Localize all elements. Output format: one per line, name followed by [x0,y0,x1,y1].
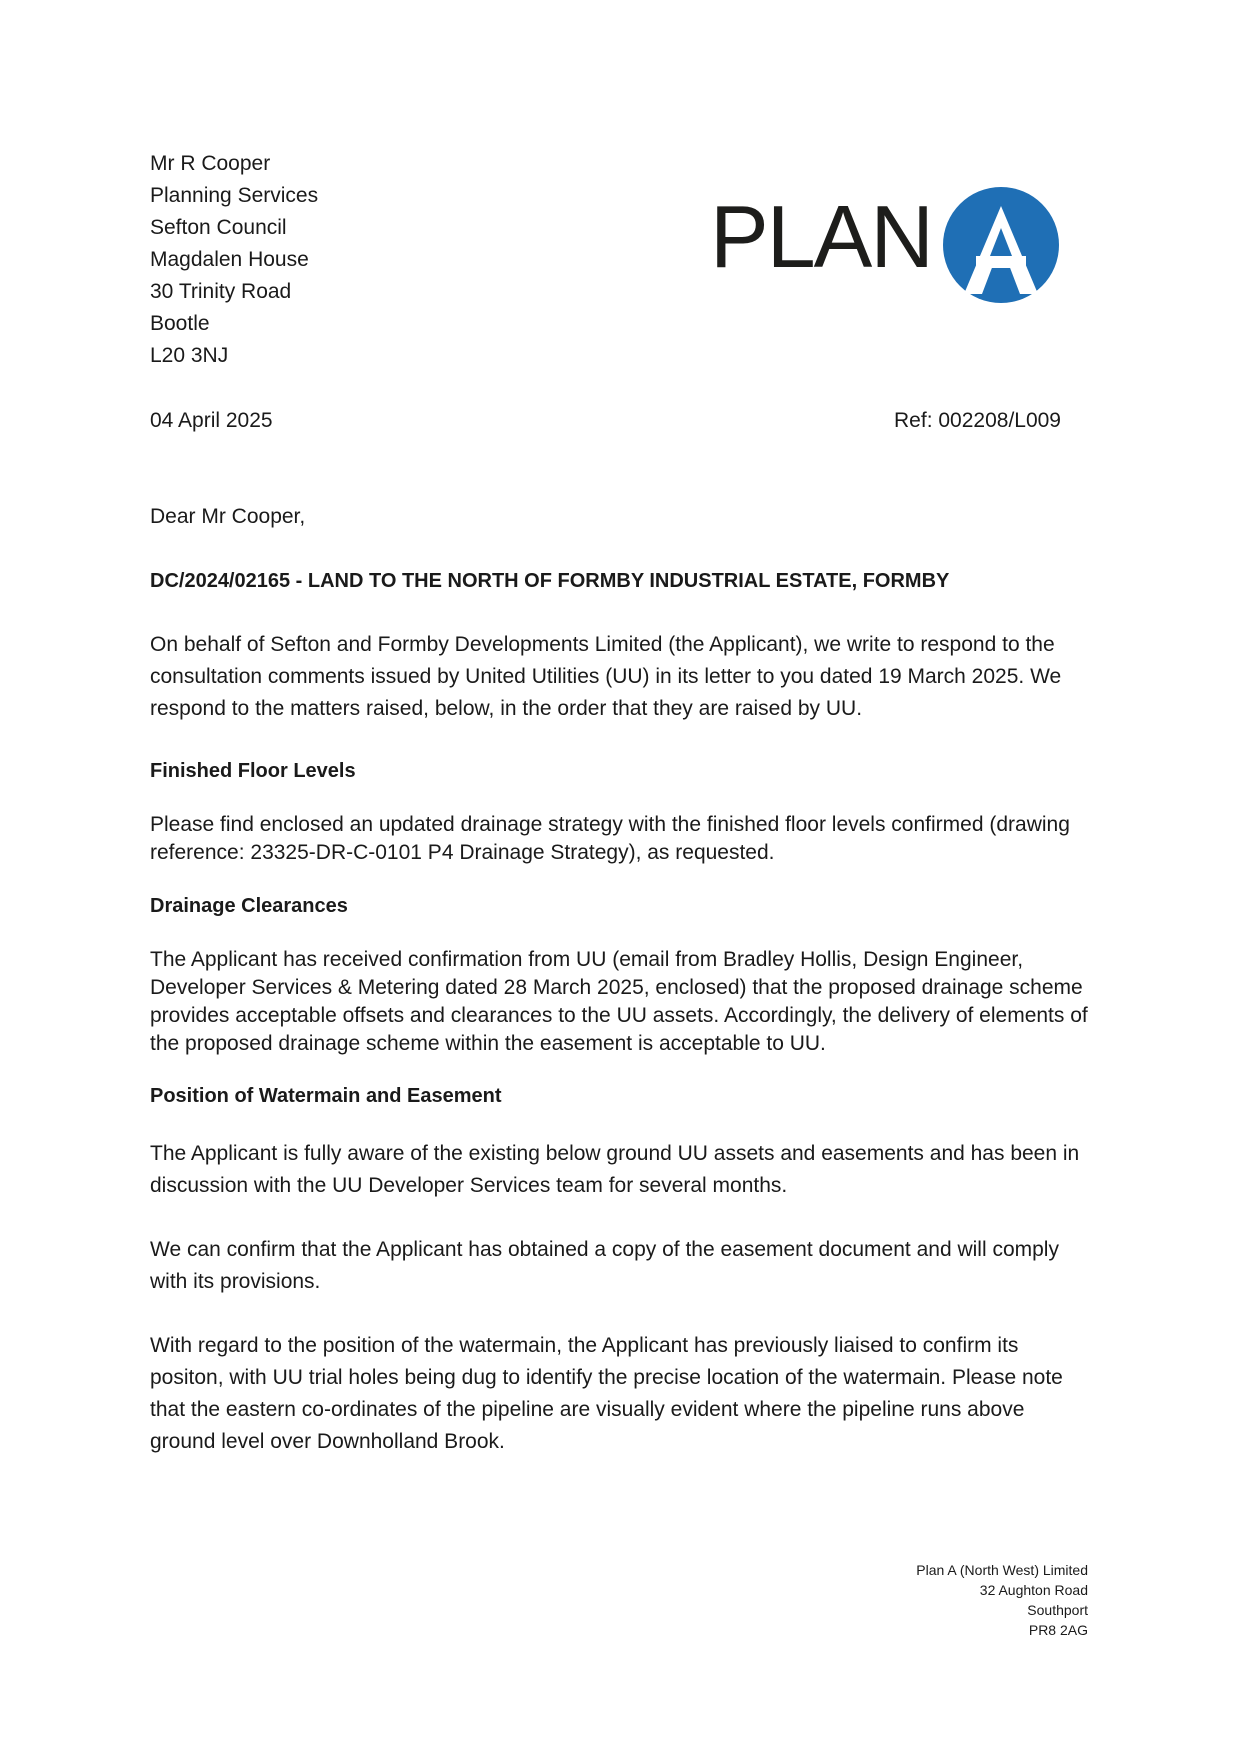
footer-postcode: PR8 2AG [1028,1622,1088,1638]
recipient-organisation: Sefton Council [150,216,287,239]
letter-date: 04 April 2025 [150,409,273,432]
footer-street: 32 Aughton Road [979,1582,1088,1598]
logo-a-circle-icon [942,186,1060,304]
company-footer [916,1560,1088,1640]
salutation: Dear Mr Cooper, [150,505,306,528]
recipient-department: Planning Services [150,184,319,207]
heading-watermain-easement: Position of Watermain and Easement [150,1085,502,1107]
paragraph-drainage-clearances: The Applicant has received confirmation from UU (email from Bradley Hollis, Design Engineer, Developer Services & Metering dated 28 March 2025, enclosed) that the proposed drainage scheme provides acceptable offsets and clearances to the UU assets. Accordingly, the delivery of elements of the proposed drainage scheme within the easement is acceptable to UU. [150,948,1088,1055]
intro-paragraph: On behalf of Sefton and Formby Developments Limited (the Applicant), we write to respond to the consultation comments issued by United Utilities (UU) in its letter to you dated 19 March 2025. We respond to the matters raised, below, in the order that they are raised by UU. [150,633,1062,720]
recipient-building: Magdalen House [150,248,309,271]
footer-town: Southport [1027,1602,1088,1618]
letter-reference: Ref: 002208/L009 [894,409,1061,432]
paragraph-watermain-3: With regard to the position of the watermain, the Applicant has previously liaised to confirm its positon, with UU trial holes being dug to identify the precise location of the watermain. Please note that the eastern co-ordinates of the pipeline are visually evident where the pipeline runs above ground level over Downholland Brook. [150,1334,1063,1453]
recipient-town: Bootle [150,312,210,335]
plan-a-logo [710,186,1060,306]
paragraph-watermain-1: The Applicant is fully aware of the existing below ground UU assets and easements and has been in discussion with the UU Developer Services team for several months. [150,1142,1080,1197]
heading-finished-floor-levels: Finished Floor Levels [150,760,356,782]
recipient-street: 30 Trinity Road [150,280,292,303]
paragraph-finished-floor-levels: Please find enclosed an updated drainage strategy with the finished floor levels confirmed (drawing reference: 23325-DR-C-0101 P4 Drainage Strategy), as requested. [150,813,1070,864]
logo-wordmark: PLAN [710,187,932,286]
recipient-postcode: L20 3NJ [150,344,229,367]
heading-drainage-clearances: Drainage Clearances [150,895,348,917]
recipient-address [150,148,318,372]
subject-line: DC/2024/02165 - LAND TO THE NORTH OF FORMBY INDUSTRIAL ESTATE, FORMBY [150,570,950,592]
footer-company-name: Plan A (North West) Limited [916,1562,1088,1578]
paragraph-watermain-2: We can confirm that the Applicant has obtained a copy of the easement document and will comply with its provisions. [150,1238,1059,1293]
recipient-name: Mr R Cooper [150,152,271,175]
